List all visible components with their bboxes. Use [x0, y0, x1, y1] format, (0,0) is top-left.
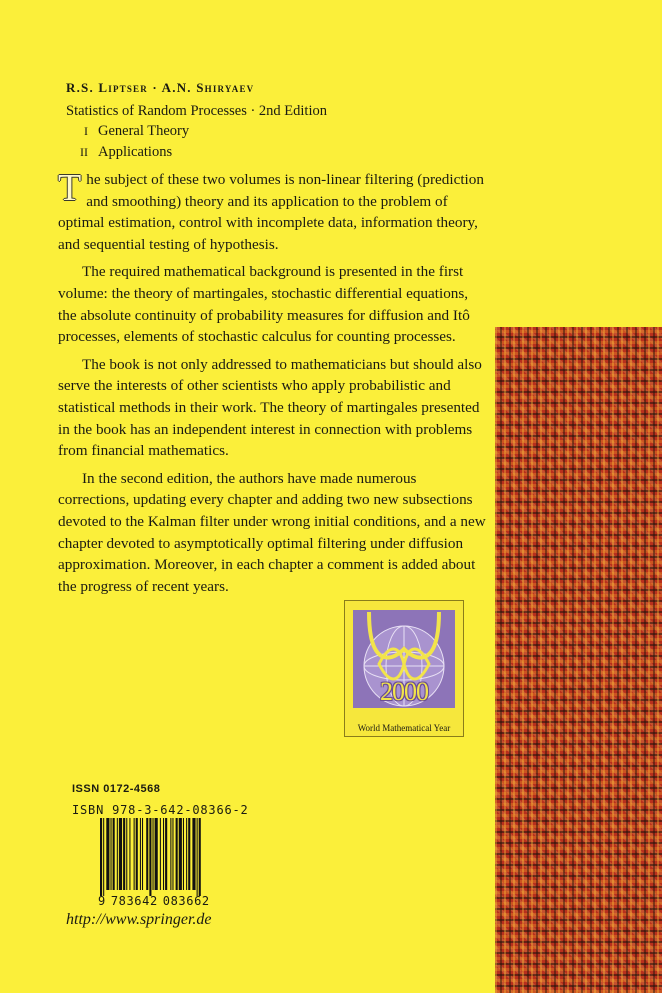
barcode-bar — [146, 818, 148, 890]
barcode-digit-group: 9 — [98, 894, 106, 908]
barcode-bar — [186, 818, 187, 890]
barcode-bar — [119, 818, 122, 890]
barcode-bar — [113, 818, 115, 890]
barcode-bar — [111, 818, 112, 890]
barcode-bar — [140, 818, 141, 890]
paragraph: The subject of these two volumes is non-linear filtering (prediction and smoothing) theory and its application to the problem of optimal estimation, control with incomplete data, information theory, and sequential testing of hypothesis. — [58, 167, 484, 253]
authors: R.S. Liptser · A.N. Shiryaev — [66, 80, 255, 95]
barcode-bar — [172, 818, 173, 890]
barcode-bar — [149, 818, 151, 896]
isbn: ISBN 978-3-642-08366-2 — [72, 803, 249, 817]
barcode-bar — [103, 818, 104, 896]
barcode — [98, 818, 226, 896]
barcode-bar — [126, 818, 127, 890]
barcode-bar — [192, 818, 195, 890]
barcode-bar — [123, 818, 125, 890]
world-mathematical-year-logo — [344, 600, 464, 737]
barcode-bar — [117, 818, 118, 890]
publisher-url[interactable]: http://www.springer.de — [66, 911, 212, 928]
paragraph: The required mathematical background is presented in the first volume: the theory of martingales, stochastic differential equations, the absolute continuity of probability measures for diffusion and Itô processes, elements of stochastic calculus for counting processes. — [58, 263, 470, 346]
barcode-bar — [153, 818, 154, 890]
series-title: Statistics of Random Processes · 2nd Edition — [66, 103, 327, 119]
barcode-bar — [100, 818, 102, 896]
barcode-bar — [176, 818, 178, 890]
barcode-bar — [165, 818, 167, 890]
cover-header — [66, 80, 486, 163]
logo-caption: World Mathematical Year — [357, 723, 451, 733]
barcode-bar — [188, 818, 190, 890]
barcode-digit-group: 083662 — [162, 894, 210, 908]
barcode-bar — [134, 818, 135, 890]
description — [58, 169, 488, 603]
barcode-bar — [183, 818, 184, 890]
volume-number: I — [84, 124, 88, 138]
cover-artwork — [495, 327, 662, 993]
drop-cap: T — [58, 167, 82, 209]
barcode-bar — [197, 818, 198, 896]
barcode-bar — [179, 818, 182, 890]
barcode-bar — [142, 818, 143, 890]
barcode-bar — [129, 818, 130, 890]
barcode-bar — [155, 818, 158, 890]
barcode-bar — [199, 818, 201, 896]
barcode-digit-group: 783642 — [110, 894, 158, 908]
barcode-bar — [170, 818, 171, 890]
volume-item — [66, 121, 486, 142]
barcode-bar — [136, 818, 138, 890]
volume-title: General Theory — [98, 123, 190, 139]
barcode-bar — [160, 818, 161, 890]
volume-number: II — [80, 145, 88, 159]
paragraph: The book is not only addressed to mathematicians but should also serve the interests of other scientists who apply probabilistic and statistical methods in their work. The theory of martingales presented in the book has an independent interest in connection with problems from financial mathematics. — [58, 355, 482, 460]
volume-title: Applications — [98, 144, 173, 160]
barcode-bars — [98, 818, 226, 896]
volume-item — [66, 142, 486, 163]
issn: ISSN 0172-4568 — [72, 783, 161, 795]
barcode-bar — [106, 818, 109, 890]
logo-year: 2000 — [380, 677, 428, 706]
barcode-digits — [98, 894, 215, 908]
paragraph: In the second edition, the authors have made numerous corrections, updating every chapter and adding two new subsections devoted to the Kalman filter under wrong initial conditions, and a new chapter devoted to asymptotically optimal filtering under diffusion approximation. Moreover, in each chapter a comment is added about the progress of recent years. — [58, 469, 486, 595]
barcode-bar — [163, 818, 164, 890]
